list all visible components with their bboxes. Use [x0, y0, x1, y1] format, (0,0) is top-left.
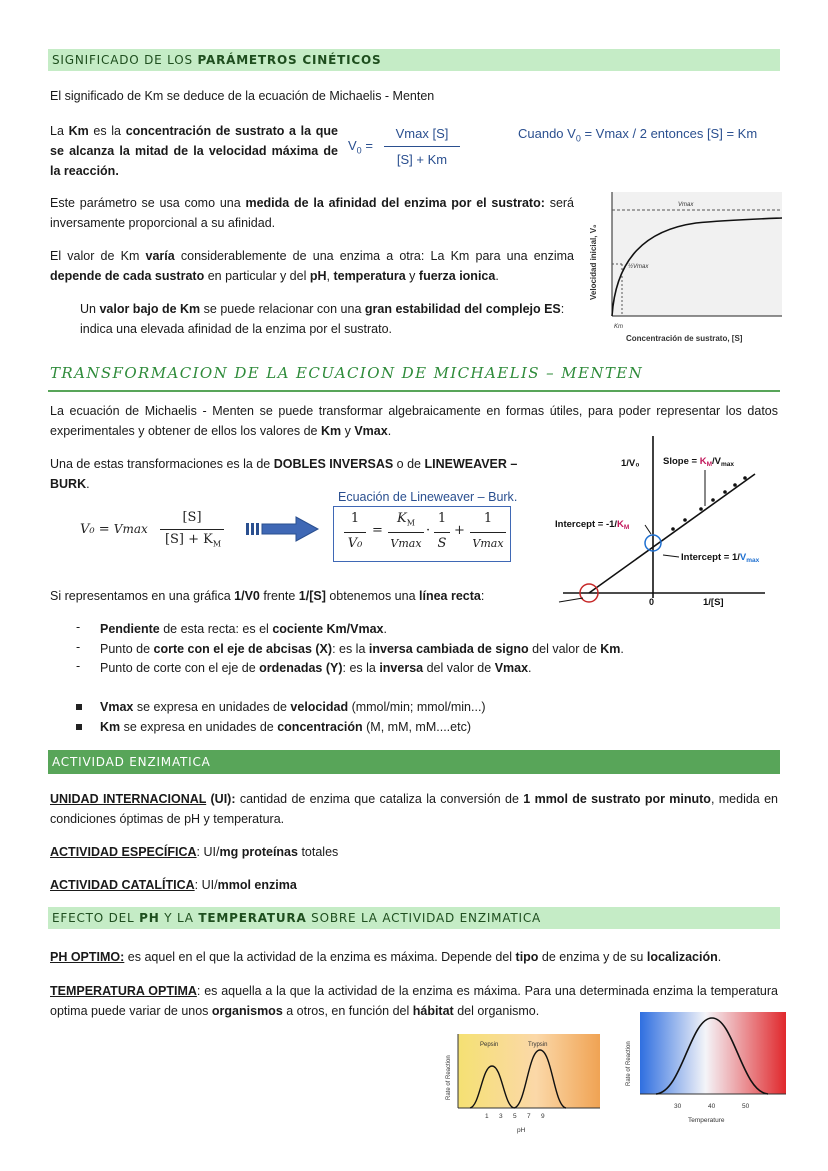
affinity-paragraph: Este parámetro se usa como una medida de la afinidad del enzima por el sustrato: será inversamente proporcional a su afinidad. [50, 196, 575, 230]
section-header-actividad: ACTIVIDAD ENZIMATICA [48, 750, 780, 774]
ph-ticks [485, 1113, 545, 1120]
lb-equation-title: Ecuación de Lineweaver – Burk. [338, 490, 518, 504]
y-axis-label: Velocidad inicial, V₀ [589, 224, 598, 300]
ph-tick: 3 [499, 1113, 503, 1120]
list-item-abcisas: Punto de corte con el eje de abcisas (X): es la inversa cambiada de signo del valor de Km. [100, 642, 624, 656]
low-km-paragraph: Un valor bajo de Km se puede relacionar con una gran estabilidad del complejo ES: indica una elevada afinidad de la enzima por el sustrato. [80, 302, 565, 336]
transform-paragraph: La ecuación de Michaelis - Menten se puede transformar algebraicamente en formas útiles, para poder representar los datos experimentales y obtener de ellos los valores de Km y Vmax. [50, 404, 778, 438]
km-definition: La Km es la concentración de sustrato a la que se alcanza la mitad de la velocidad máxima de la reacción. [50, 124, 338, 178]
lineweaver-burk-equation: 1 V₀ = $K_M$ Vmax · 1 S + 1 Vmax [333, 506, 511, 562]
temperature-x-label: Temperature [688, 1117, 725, 1124]
half-vmax-label: ½Vmax [628, 264, 649, 270]
ph-optimo-paragraph: PH OPTIMO: es aquel en el que la actividad de la enzima es máxima. Depende del tipo de enzima y de su localización. [50, 950, 722, 964]
section-header-transformacion: TRANSFORMACION DE LA ECUACION DE MICHAELIS – MENTEN [50, 364, 644, 382]
michaelis-menten-graph [586, 188, 786, 346]
ph-tick: 9 [541, 1113, 545, 1120]
temperature-chart-background [640, 1012, 786, 1094]
int1-pointer-tail [559, 598, 583, 602]
km-label: Km [614, 324, 623, 330]
temperature-chart [620, 1010, 788, 1130]
ph-tick: 7 [527, 1113, 531, 1120]
trypsin-label: Trypsin [528, 1042, 548, 1048]
actividad-especifica: ACTIVIDAD ESPECÍFICA: UI/mg proteínas totales [50, 845, 339, 859]
section-header-efecto: EFECTO DEL PH Y LA TEMPERATURA SOBRE LA ACTIVIDAD ENZIMATICA [48, 907, 780, 929]
mm-equation-formal: V₀ = Vmax [S] $[S] + K_M$ [80, 510, 230, 554]
slope-label: Slope = $K_M/V_{max}$ [663, 456, 734, 468]
lineweaver-burk-graph [553, 430, 781, 608]
ph-tick: 1 [485, 1113, 489, 1120]
km-varies-paragraph: El valor de Km varía considerablemente de una enzima a otra: La Km para una enzima depende de cada sustrato en particular y del pH, temperatura y fuerza ionica. [50, 249, 574, 283]
intro-paragraph: El significado de Km se deduce de la ecuación de Michaelis - Menten [50, 89, 435, 103]
cuando-note: Cuando $V_0 = Vmax / 2$ entonces [S] = Km [518, 126, 758, 144]
y-intercept-label: Intercept = $1/V_{max}$ [681, 552, 760, 564]
lb-x-axis-label: 1/[S] [703, 597, 724, 608]
list-item-ordenadas: Punto de corte con el eje de ordenadas (Y): es la inversa del valor de Vmax. [100, 661, 532, 675]
temperatura-optima-paragraph: TEMPERATURA OPTIMA: es aquella a la que la actividad de la enzima es máxima. Para una determinada enzima la temperatura optima puede variar de unos organismos a otros, en función del hábitat del organismo. [50, 984, 778, 1018]
michaelis-menten-equation: $V_0$ = Vmax [S] [S] + Km [346, 124, 466, 172]
lb-line [589, 474, 755, 593]
ph-y-label: Rate of Reaction [446, 1055, 452, 1100]
int1-pointer [645, 525, 651, 534]
list-item-pendiente: Pendiente de esta recta: es el cociente Km/Vmax. [100, 622, 387, 636]
bullet-icon [76, 724, 82, 730]
x-intercept-label: Intercept = $-1/K_M$ [555, 519, 630, 531]
section-divider [48, 390, 780, 392]
lineweaver-intro: Una de estas transformaciones es la de DOBLES INVERSAS o de LINEWEAVER – BURK. [50, 457, 518, 491]
graph-background [612, 192, 782, 316]
int2-pointer [663, 555, 679, 557]
temperature-tick: 40 [708, 1103, 716, 1110]
actividad-catalitica: ACTIVIDAD CATALÍTICA: UI/mmol enzima [50, 878, 297, 892]
unidad-internacional-paragraph: UNIDAD INTERNACIONAL (UI): cantidad de enzima que cataliza la conversión de 1 mmol de sustrato por minuto, medida en condiciones óptimas de pH y temperatura. [50, 792, 778, 826]
straight-line-paragraph: Si representamos en una gráfica 1/V0 frente 1/[S] obtenemos una línea recta: [50, 589, 485, 603]
ph-chart [440, 1030, 602, 1140]
temperature-ticks [674, 1103, 750, 1110]
temperature-tick: 50 [742, 1103, 750, 1110]
list-item-vmax-units: Vmax se expresa en unidades de velocidad (mmol/min; mmol/min...) [100, 700, 486, 714]
x-axis-label: Concentración de sustrato, [S] [626, 334, 743, 343]
section-header-parametros: SIGNIFICADO DE LOS PARÁMETROS CINÉTICOS [48, 49, 780, 71]
vmax-label: Vmax [678, 202, 694, 208]
list-item-km-units: Km se expresa en unidades de concentración (M, mM, mM....etc) [100, 720, 471, 734]
lb-y-axis-label: 1/V₀ [621, 458, 640, 469]
temperature-tick: 30 [674, 1103, 682, 1110]
origin-label: 0 [649, 597, 655, 607]
ph-x-label: pH [517, 1127, 526, 1134]
lb-data-points [671, 476, 747, 531]
transform-arrow [246, 516, 320, 542]
bullet-icon [76, 704, 82, 710]
ph-tick: 5 [513, 1113, 517, 1120]
temperature-y-label: Rate of Reaction [626, 1041, 632, 1086]
pepsin-label: Pepsin [480, 1042, 499, 1048]
